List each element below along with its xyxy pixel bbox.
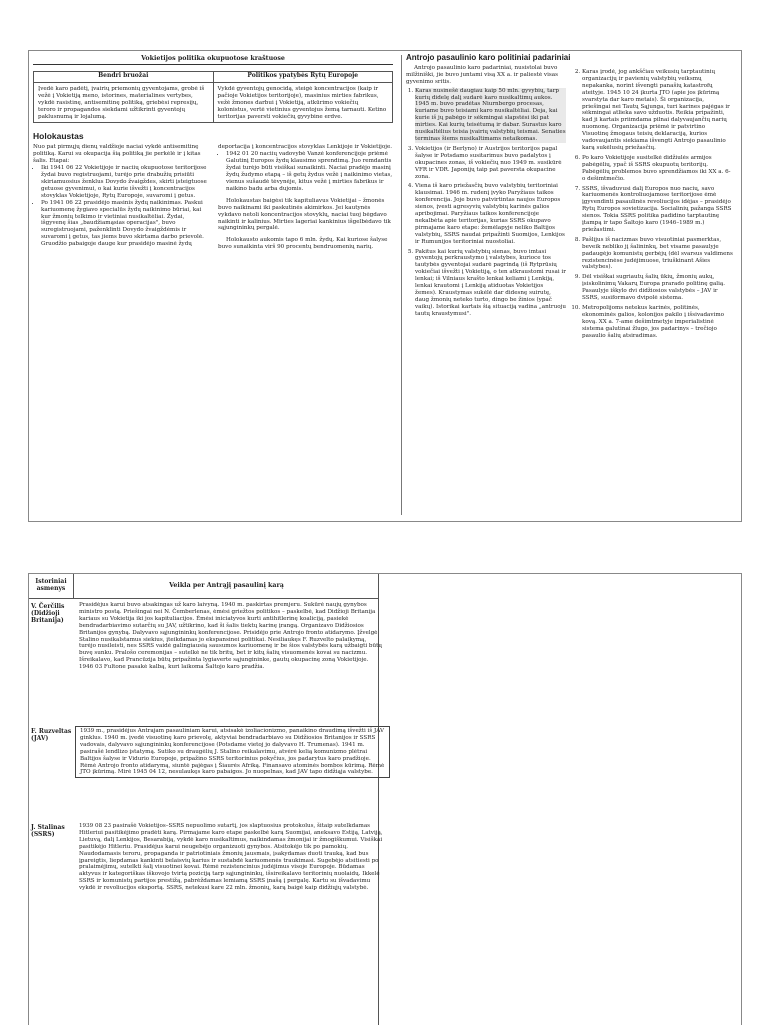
person-name: F. Ruzveltas (JAV) [31, 728, 72, 742]
consequences-intro: Antrojo pasaulinio karo padariniai, nusistolai buvo milžiniški, jie buvo juntami visą XX a. ir paliestė visas gyvenimo sritis. [406, 64, 558, 85]
policy-table-col1-head: Bendri bruožai [34, 72, 213, 83]
consequence-item-6: 6. Po karo Vokietijoje susitelkė didžiulės armijos pabėgėlių, ypač iš SSRS okupuotų teritorijų. Pabėgėlių problemos buvo sprendžiamos iki XX a. 6-o dešimtmečio. [582, 155, 733, 183]
consequence-item-1: 1. Karas nusinešė daugiau kaip 50 mln. gyvybių, tarp kurių didelę dalį sudarė karo nusikaltimų aukos. 1945 m. buvo pradėtas Niurnbergo procesas, kuriame buvo teisiami karo nusikaltėliai. Deja, kai kurie iš jų pabėgo ir sėkmingai slapstėsi iki pat mirties. Kai kurių teisėtumą ir dabar. Surastus karo nusikaltėlius teisia įvairių valstybių teismai. Senaties terminas šiems nusikaltimams netaikomas. [415, 88, 566, 143]
person-row-churchill [29, 601, 741, 672]
person-activity: 1939 08 23 pasirašė Vokietijos–SSRS nepuolimo sutartį, jos slaptuosius protokolus, šitaip sutelkdamas Hitleriui pasitikėjimo pradėti karą. Pirmajame karo etape paskelbė karą Suomijai, aneksavo Estiją, Latviją, Lietuvą, dalį Lenkijos, Besarabiją, vykdė karo nusikaltimus, naikindamas žmonijai ir žmogiškumui. Visiškai pasitikėjo Hitleriu. Prasidėjus karui neugebėjo organizuoti gynybos. Atsitokėjo tik po pamokių. Naudodamasis teroru, propaganda ir patriotiniais žmonių jausmais, įsakydamas duoti trauką, kad bus įpareigtis, liepdamas kankinti belaisvių karius ir sustabdė kariuomenės traukimasi. Sugebėjo atsitiesti po pralaimėjimų, sutelkti šalį visuotinei kovai. Rėmė rezistencinius judėjimus visoje Europoje. Būdamas aktyvus ir kategoriškas iškovojo tvirtą poziciją tarp sąjungininkų, išsireikalavo teritorinių nuolaidų. Ikkelė SSRS ir komunistų partijos prestižą, pabrėždamas lemiamą SSRS įnašą į pergalę. Kartu su išvadavimu vykdė ir revoliucijos eksportą. SSRS, netekusi kare 22 mln. žmonių, karą baigė kaip didžiųjų valstybė. [79, 823, 383, 892]
holocaust-bullet-3: • 1942 01 20 naciių vadovybė Vanzė konferencijoje priėmė Galutinį Europos žydų klausimo sprendimą. Juo remdantis žydai turėjo būti visiškai sunaikinti. Naciai pradėjo masinį žydų žudymo etapą – iš getų žydus vežė į naikinimo vietas, vienus sušaudė tėvynėje, kitus vežė į mirties fabrikus ir naikino badu arba dujomis. [226, 151, 393, 192]
consequence-item-10: 10. Metropolijoms netekus karinės, politinės, ekonominės galios, kolonijos pakilo į išsivadavimo kovą. XX a. 7-ame dešimtmetyje imperialistinė sistema galutinai žlugo, jos padarinys – trečiojo pasaulio šalių atsiradimas. [582, 305, 733, 340]
policy-table-col2-head: Politikos ypatybės Rytų Europoje [214, 72, 393, 83]
consequence-item-9: 9. Dėl visiškai sugriautų šalių ūkių, žmonių aukų, įsiskolinimų Vakarų Europa prarado politinę galią. Pasaulyje iškylo dvi didžiosios valstybės – JAV ir SSRS, susiformavo dvipolė sistema. [582, 274, 733, 302]
person-activity: Prasidėjus karui buvo atsakingas už karo laivyną. 1940 m. paskirtas premjeru. Sukūrė naujų gynybos ministro postą. Priešingai nei N. Čemberlenas, ėmėsi griežtos politikos – paskelbė, kad Didžioji Britanija kariaus su Vokietija iki jos kapituliacijos. Ėmėsi iniciatyvos kurti antihitlerinę koaliciją, pasiekė bendradarbiavimo sutarčių su JAV, užtikrino, kad ši šalis tiektų karinę įrangą. Organizavo Didžiosios Britanijos gynybą. Dalyvavo sąjungininkų konferencijose. Prisidėjo prie Antrojo fronto atidarymo. Įžvelgė Stalino nusikalstamus siekius, įteikdamas jo ekspansinei politikai. Nesiliaukęs F. Ruzvelto palaikymą, turėjo nusileisti, nes SSRS vaidė galingiausią sausumos kariuomenę ir be šios valstybės karą užbaigti būtų buvę sunku. Pralošo ceremonijas – sutelkė ne tik britų, bet ir kitų šalių visuomenės kovai su nacizmu. Išreikalavo, kad Prancūzija būtų pripažinta lygiaverte sąjungininke, gautų okupacinę zoną Vokietijoje. 1946 03 Fultone pasakė kalbą, kuri laikoma Šaltojo karo pradžia. [79, 602, 382, 671]
policy-table [33, 71, 393, 123]
left-column [33, 55, 393, 251]
holocaust-bullet-2-cont: deportacija į koncentracijos stovyklas Lenkijoje ir Vokietijoje. [218, 144, 393, 151]
consequence-item-3: 3. Vokietijos (ir Berlyno) ir Austrijos teritorijos pagal šalyse ir Potsdamo susitarimus buvo padalytos į okupacines zonas, iš vokiečių nuo 1949 m. susikūrė VFR ir VDR. Japonijų taip pat paversta okupacine zona. [415, 146, 566, 181]
person-name: J. Stalinas (SSRS) [31, 824, 65, 838]
holocaust-para-2: Holokausto aukomis tapo 6 mln. žydų. Kai kuriose šalyse buvo sunaikinta virš 90 procentų bendruomenių narių. [218, 237, 388, 251]
persons-col1-head: Istoriniai asmenys [29, 574, 74, 598]
person-row-stalin [29, 822, 741, 893]
holocaust-para-1: Holokaustas baigėsi tik kapituliavus Vokietijai – žmonės buvo naikinami iki paskutinės akimirkos. Jei kautynės vykdavo netoli koncentracijos stovyklų, naciai tuoj bėgdavo naikinti ir kalinius. Mirties lageriai kankinius išgelbėdavo tik sąjungininkų pergalė. [218, 197, 391, 232]
holocaust-col-b [218, 144, 393, 251]
holocaust-col-a [33, 144, 208, 251]
persons-table-header [29, 574, 379, 599]
persons-col2-head: Veikla per Antrąjį pasaulinį karą [169, 582, 284, 589]
policy-table-col-east [213, 72, 393, 122]
person-name: V. Čerčilis (Didžioji Britanija) [31, 603, 65, 624]
consequence-item-7: 7. SSRS, išvaduvusi dalį Europos nuo nacių, savo kariuomenės kontroliuojamose teritorijose ėmė įgyvendinti pasaulinės revoliucijos idėjas – prasidėjo Rytų Europos sovietizacija. Socialinių pažanga SSRS sienos. Tokia SSRS politika padidino tarptautinę įtampą ir tapo Šaltojo karo (1946–1989 m.) priežastimi. [582, 186, 733, 234]
holocaust-intro: Nuo pat pirmųjų dienų valdžioje naciai vykdė antisemitinę politiką. Karui su okupacija šią politiką jie perkėlė ir į kitas šalis. Etapai: [33, 144, 201, 165]
holocaust-heading: Holokaustas [33, 131, 84, 142]
person-activity: 1939 m., prasidėjus Antrajam pasauliniam karui, atsisakė izoliacionizmo, panaikino draudimą išvežti iš JAV ginklus. 1940 m. įvedė visuotinę karo prievolę, aktyviai bendradarbiavo su Didžiosios Britanijos ir SSRS vadovais, dalyvavo sąjungininkų konferencijose (Potsdame vietoj jo dalyvavo H. Trumenas). 1941 m. pasirašė lendlizo įstatymą. Sutiko su draugėlių J. Stalino reikalavimu, atvėrė kelią komunizmo plėtrai Baltijos šalyse ir Vidurio Europoje, pripažino SSRS teritorinius pokyčius, jos padarytus karo pradžioje. Rėmė Antrojo fronto atidarymą, siuntė pajėgas į Šiaurės Afriką. Finansavo atominės bombos kūrimą. Rėmė JTO įkūrimą. Mirė 1945 04 12, nesulaukęs karo pabaigos. Jo nuopelnas, kad JAV tapo didžiąja valstybe. [75, 726, 390, 778]
consequence-item-4: 4. Viena iš karo priežasčių buvo valstybių teritoriniai klausimai. 1946 m. rudenį įvyko Paryžiaus taikos konferencija. Joje buvo patvirtintas naujos Europos sienos, įvesti agresyvių valstybių karinės galios apribojimai. Paryžiaus taikos konferencijoje nekalbėta apie teritorijas, kurias SSRS okupavo pirmajame karo etape: žemėlapyje neliko Baltijos valstybių, SSRS naudai pripažinti Suomijos, Lenkijos ir Rumunijos teritoriniai nuostoliai. [415, 183, 566, 245]
page-spread-bottom [28, 573, 742, 1025]
consequence-item-5: 5. Pakitus kai kurių valstybių sienas, buvo imtasi gyventojų perkraustymo į valstybes, kurioce tos tautybės gyventojai sudarė pagrindą (iš Rytprūsių vokiečiai išvežti į Vokietiją, o ten atkraustomi rusai ir lenkai; iš Vilniaus krašto lenkai keliami į Lenkiją, lenkai krautomi į Lenkiją atiduotas Vokietijos žemes). Kraustymas sukėlė dar didesnę suirutę, daug žmonių neteko turto, dingo be žinios (ypač vaikų). Istorikai kartais šią situaciją vadina „antruoju tautų kraustymusi". [415, 249, 566, 318]
consequences-heading: Antrojo pasaulinio karo politiniai padariniai [406, 53, 571, 62]
policy-table-col-general [34, 72, 213, 122]
holocaust-bullet-2: • Po 1941 06 22 prasidėjo masinis žydų naikinimas. Paskui kariuomenę žygiavo specialūs žydų naikinimo būriai, kai kur žmonių telkimo ir vietiniai nusikaltėliai. Žydai, išgyvenę šias „baudžiamąsias operacijas", buvo suregistruojami, paženklinti Dovydo žvaigždėmis ir suvaromi į getus, tas jiems buvo skirtama darbo prievolė. Gruodžio pabaigoje dauge kur prasidėjo masinė žydų [41, 200, 208, 248]
policy-table-title: Vokietijos politika okupuotose kraštuose [33, 55, 393, 65]
policy-table-col2-text: Vykdė gyventojų genocidą, steigė koncentracijos (kaip ir pačioje Vokietijos teritorijoje), masinius mirties fabrikus, vežė žmones darbui į Vokietiją, atkūrimo vokiečių kolonistus, vertė vietinius gyventojus žemą tarnauti. Ketino teritorijas paversti vokiečių gyvybine erdve. [217, 85, 387, 120]
holocaust-body [33, 144, 393, 251]
person-row-roosevelt [29, 726, 741, 778]
right-column [573, 69, 733, 343]
middle-column [401, 53, 571, 515]
policy-table-col1-text: Įvedė karo padėtį, įvairių priemonių gyventojams, grobė iš vežė į Vokietiją meno, istorines, materialines vertybes, vykdė rasistinę, antisemitinę politiką, griebėsi represijų, teroro ir propagandos siekdami užtikrinti gyventojų paklusnumą ir lojalumą. [38, 85, 205, 120]
consequence-item-8: 8. Pašlijus iš nacizmas buvo visuotiniai pasmerktas, beveik nebliko jį šalininkų, bet visame pasaulyje padaugėjo komunistų gerbėjų (dėl svarsus valdimens rezistencinėse judėjimuose, triuškinant Ašies valstybes). [582, 237, 733, 272]
holocaust-bullet-1: • Iki 1941 06 22 Vokietijoje ir naciių okupuotose teritorijose žydai buvo registruojami, turėjo prie drabužių prisiūti skiriamuosius ženklus Dovydo žvaigždes, skirti įsteigtuose getuose gyvenimui, o kai kurie išvežti į koncentracijos stovyklas Vokietijoje, Rytų Europoje, suvaromi į getus. [41, 165, 208, 200]
consequence-item-2: 2. Karas įrodė, jog ankščiau veikusių tarptautinių organizacijų ir pavienių valstybių veiksmų nepakanka, norint išvengti panašių katastrofų ateityje. 1945 10 24 įkurta JTO (apie jos įkūrimą svarstyta dar karo metais). Ši organizacija, priešingai nei Tautų Sąjunga, turi karines pajėgas ir sėkmingai atlieka savo užduotis. Reikia pripažinti, kad ji kartais priimdama pilnai dalyvaujančių narių nuomonę. Organizacija priėmė ir patvirtino Visuotinę žmogaus teisių deklaraciją, kurios vadovaujantis siekiama išvengti Antrojo pasaulinio karą sukėlusių priežasčių. [582, 69, 733, 152]
page-spread-top [28, 50, 742, 522]
